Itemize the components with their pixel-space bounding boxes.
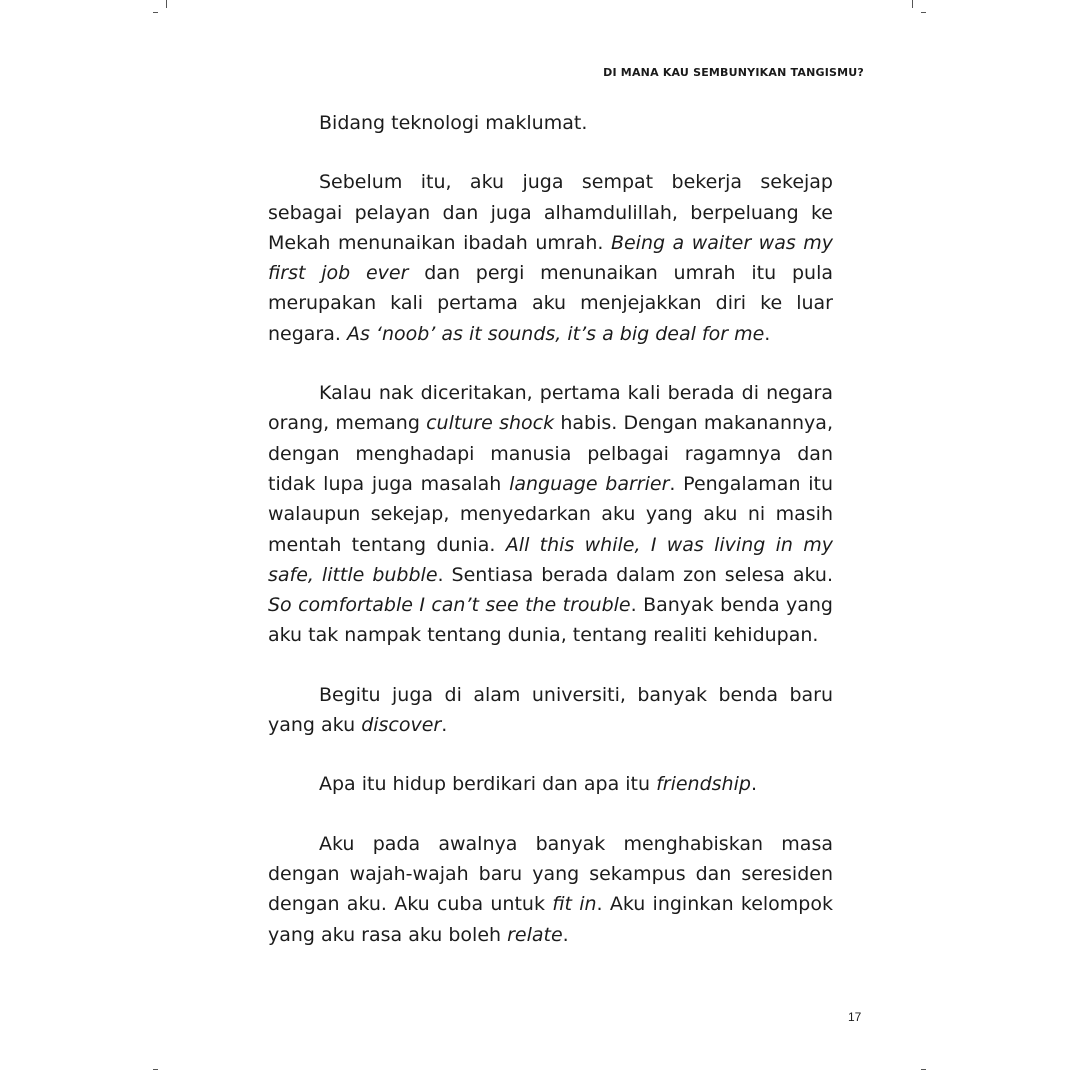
italic-run: fit in xyxy=(552,893,597,916)
italic-run: discover xyxy=(361,714,442,737)
text-run: . xyxy=(441,714,448,737)
text-run: dan pergi menunaikan umrah itu pula merupakan kali pertama aku menjejakkan diri ke luar negara. xyxy=(268,262,833,345)
text-run: Sebelum itu, aku juga sempat bekerja sekejap sebagai pelayan dan juga alhamdulillah, berpeluang ke Mekah menunaikan ibadah umrah. xyxy=(268,171,833,254)
italic-run: language barrier xyxy=(509,472,670,495)
text-run: Kalau nak diceritakan, pertama kali berada di negara orang, memang xyxy=(268,382,833,435)
paragraph-3 xyxy=(268,378,833,651)
crop-mark-top-left xyxy=(166,0,167,8)
paragraph-4 xyxy=(268,680,833,741)
text-run: . xyxy=(764,322,771,345)
paragraph-5 xyxy=(268,769,833,799)
paragraph-6 xyxy=(268,829,833,950)
paragraph-1 xyxy=(268,108,833,138)
italic-run: culture shock xyxy=(426,412,555,435)
text-run: . xyxy=(750,773,757,796)
italic-run: As ‘noob’ as it sounds, it’s a big deal for me xyxy=(346,322,765,345)
text-run: Bidang teknologi maklumat. xyxy=(319,112,588,134)
paragraph-2 xyxy=(268,167,833,349)
text-run: Begitu juga di alam universiti, banyak benda baru yang aku xyxy=(268,683,833,737)
italic-run: All this while, I was living in my safe, little bubble xyxy=(268,533,834,586)
crop-mark-top-right xyxy=(912,0,913,8)
running-head: DI MANA KAU SEMBUNYIKAN TANGISMU? xyxy=(603,66,864,79)
page-number: 17 xyxy=(848,1010,862,1024)
body-text xyxy=(268,108,833,950)
italic-run: relate xyxy=(507,923,563,946)
text-run: Aku pada awalnya banyak menghabiskan masa dengan wajah-wajah baru yang sekampus dan seresiden dengan aku. Aku cuba untuk xyxy=(268,832,833,916)
italic-run: Being a waiter was my first job ever xyxy=(268,231,834,285)
text-run: habis. Dengan makanannya, dengan menghadapi manusia pelbagai ragamnya dan tidak lupa juga masalah xyxy=(268,412,833,495)
text-run: . Sentiasa berada dalam zon selesa aku. xyxy=(437,563,833,586)
text-run: . xyxy=(562,923,569,946)
italic-run: So comfortable I can’t see the trouble xyxy=(268,594,631,617)
crop-mark-bottom-left xyxy=(153,1069,158,1070)
crop-mark-top-left-h xyxy=(153,12,158,13)
text-run: . Aku inginkan kelompok yang aku rasa aku boleh xyxy=(268,893,833,946)
italic-run: friendship xyxy=(656,773,751,796)
text-run: Apa itu hidup berdikari dan apa itu xyxy=(319,773,657,796)
crop-mark-top-right-h xyxy=(921,12,926,13)
crop-mark-bottom-right xyxy=(921,1069,926,1070)
text-run: . Pengalaman itu walaupun sekejap, menyedarkan aku yang aku ni masih mentah tentang dunia. xyxy=(268,472,833,556)
text-run: . Banyak benda yang aku tak nampak tentang dunia, tentang realiti kehidupan. xyxy=(268,594,833,647)
